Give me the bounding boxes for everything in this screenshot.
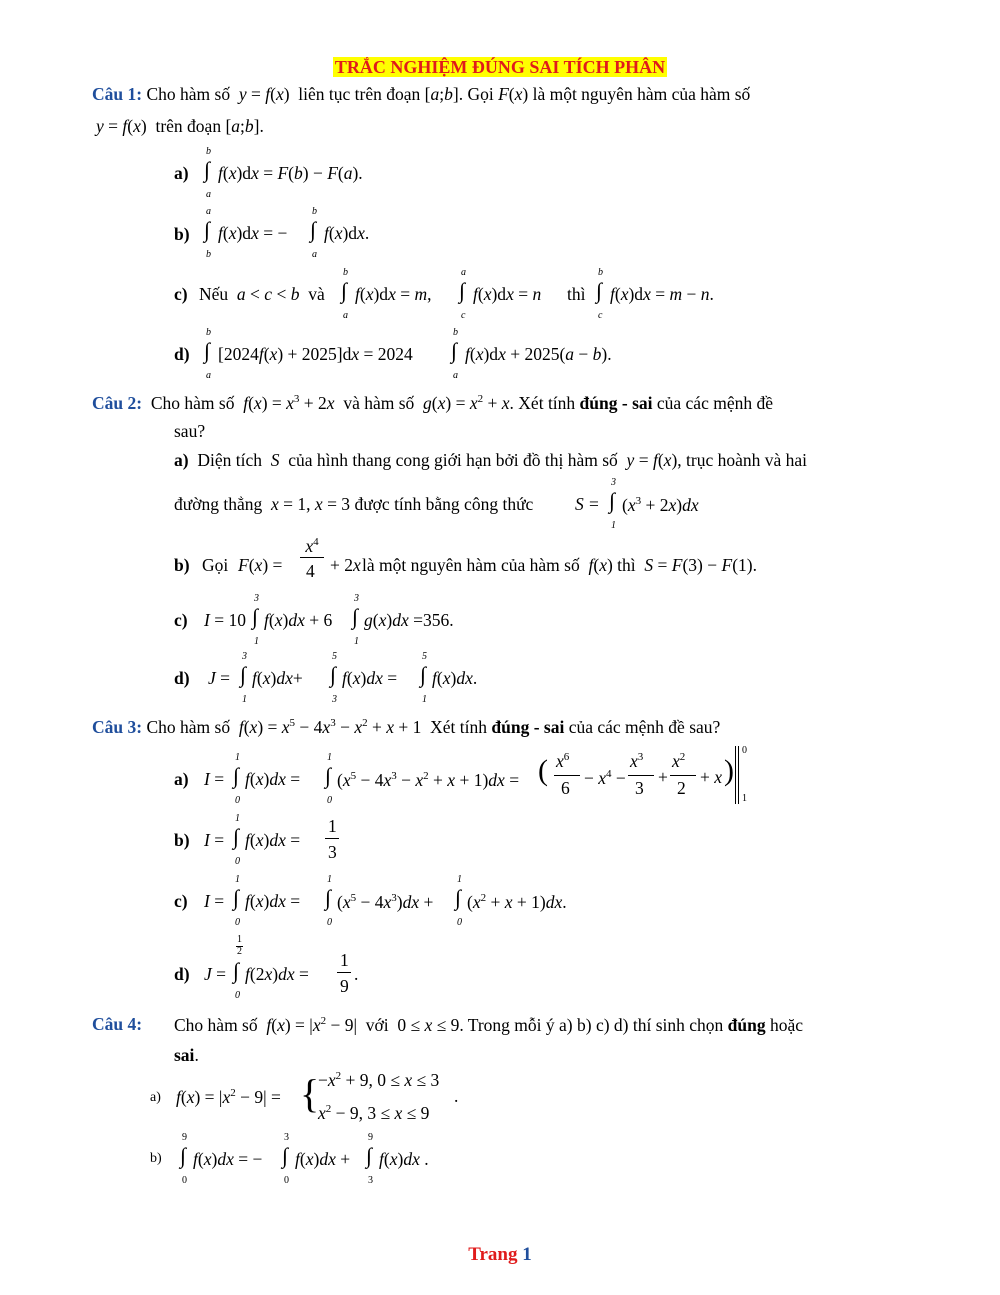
page-title: TRẮC NGHIỆM ĐÚNG SAI TÍCH PHÂN bbox=[334, 57, 666, 77]
q3-option-b-label: b) bbox=[174, 830, 190, 850]
q1-option-d-label: d) bbox=[174, 344, 190, 364]
q2-option-d-label: d) bbox=[174, 668, 190, 688]
q2-option-b-label: b) bbox=[174, 555, 190, 575]
q3-option-d-label: d) bbox=[174, 964, 190, 984]
q1-option-b-label: b) bbox=[174, 224, 190, 244]
q1-label: Câu 1: bbox=[92, 84, 143, 104]
q1-intro-line1: Câu 1: Cho hàm số y = f(x) liên tục trên đoạn [a;b]. Gọi F(x) là một nguyên hàm của hàm số bbox=[92, 84, 751, 104]
q2-option-b-text1: Gọi bbox=[202, 555, 229, 575]
q4-option-b-label: b) bbox=[150, 1151, 162, 1166]
q2-option-a-label: a) bbox=[174, 450, 189, 470]
footer-page-number: 1 bbox=[522, 1244, 532, 1265]
q1-option-c-text1: Nếu a < c < b và bbox=[199, 284, 325, 304]
q4-option-a-label: a) bbox=[150, 1090, 161, 1105]
page-footer bbox=[0, 1244, 1000, 1266]
q4-intro-line1: Cho hàm số $f(x) = |x^2 - 9|$ với 0 ≤ x ≤ 9. Trong mỗi ý a) b) c) d) thí sinh chọn đúng hoặc bbox=[174, 1014, 804, 1035]
q1-option-a-label: a) bbox=[174, 163, 189, 183]
q2-option-b-text2: là một nguyên hàm của hàm số f(x) thì S = F(3) − F(1). bbox=[362, 555, 757, 575]
q2-option-a-line2: đường thẳng x = 1, x = 3 được tính bằng công thức bbox=[174, 494, 534, 514]
q2-intro-line2: sau? bbox=[174, 421, 206, 441]
footer-word: Trang bbox=[468, 1244, 518, 1265]
q2-intro-line1: Câu 2: Cho hàm số $f(x) = x^3 + 2x$ và hàm số $g(x) = x^2 + x$. Xét tính đúng - sai của các mệnh đề bbox=[92, 392, 773, 413]
q4-label: Câu 4: bbox=[92, 1014, 143, 1034]
q2-option-c-label: c) bbox=[174, 610, 188, 630]
q2-label: Câu 2: bbox=[92, 392, 143, 413]
q4-intro-line2: sai. bbox=[174, 1045, 199, 1065]
q1-intro-line2: y = f(x) trên đoạn [a;b]. bbox=[96, 116, 264, 136]
q3-option-a-label: a) bbox=[174, 769, 189, 789]
q3-label: Câu 3: bbox=[92, 716, 143, 737]
q1-option-c-label: c) bbox=[174, 284, 188, 304]
q3-option-c-label: c) bbox=[174, 891, 188, 911]
q2-option-a-line1: a) Diện tích S của hình thang cong giới hạn bởi đồ thị hàm số y = f(x), trục hoành và hai bbox=[174, 450, 808, 470]
q3-intro: Câu 3: Cho hàm số $f(x) = x^5 - 4x^3 - x^2 + x + 1$ Xét tính đúng - sai của các mệnh đề sau? bbox=[92, 716, 721, 737]
